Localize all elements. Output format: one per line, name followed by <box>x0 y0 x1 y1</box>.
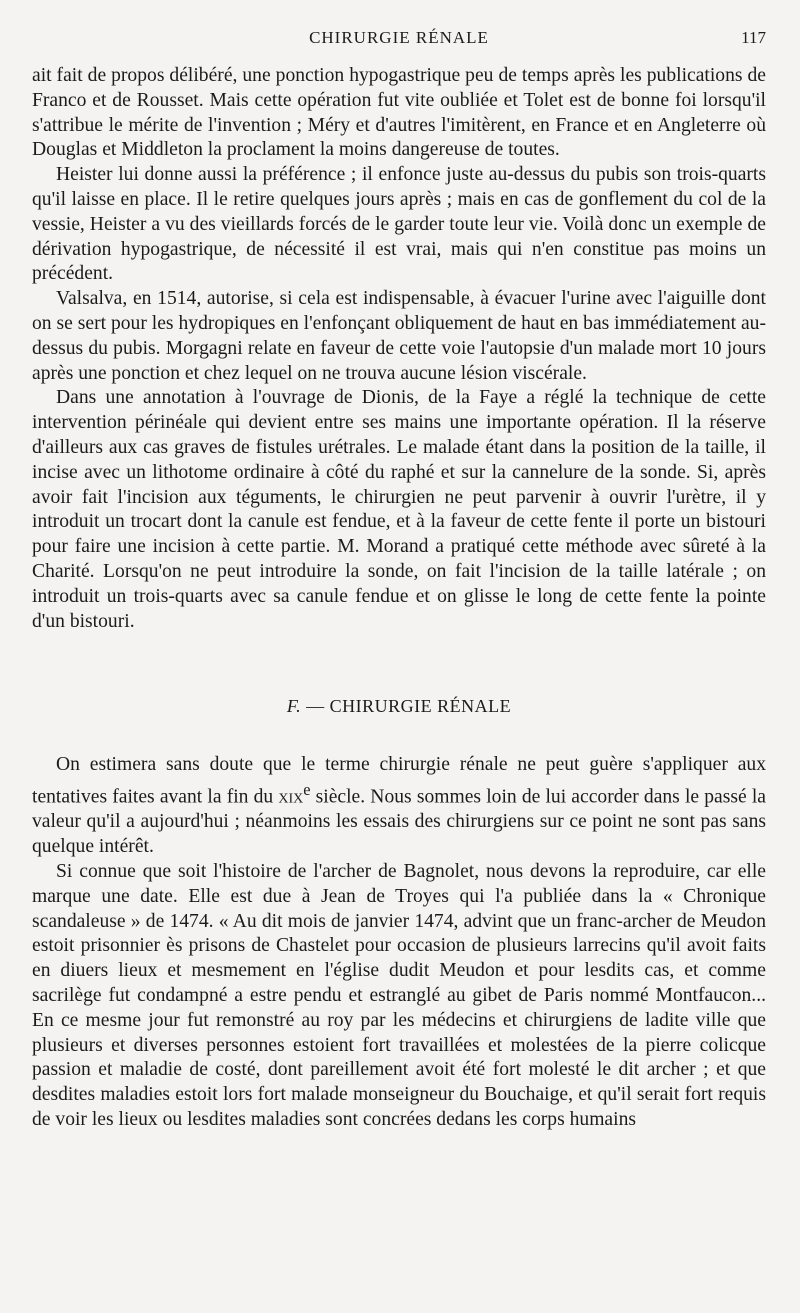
section-title: CHIRURGIE RÉNALE <box>329 696 512 717</box>
paragraph-text: siècle. Nous sommes loin de lui accorder dans le passé la valeur qu'il a aujourd'hui ; néanmoins les essais des chirurgiens sur ce point ne sont pas sans quelque intérêt. <box>32 786 766 858</box>
section-letter: F. <box>286 696 302 717</box>
paragraph-text: On estimera sans doute que le terme chirurgie rénale ne peut guère s'appliquer aux tentatives faites avant la fin du <box>32 754 766 808</box>
paragraph-dionis: Dans une annotation à l'ouvrage de Dionis, de la Faye a réglé la technique de cette intervention périnéale qui devient entre ses mains une importante opération. Il la réserve d'ailleurs aux cas graves de fistules urétrales. Le malade étant dans la position de la taille, il incise avec un lithotome ordinaire à côté du raphé et sur la cannelure de la sonde. Si, après avoir fait l'incision aux téguments, le chirurgien ne peut parvenir à ouvrir l'urètre, il y introduit un trocart dont la canule est fendue, et à la faveur de cette fente il porte un bistouri pour faire une incision à cette partie. M. Morand a pratiqué cette méthode avec sûreté à la Charité. Lorsqu'on ne peut introduire la sonde, on fait l'incision de la taille latérale ; on introduit un trois-quarts avec sa canule fendue et on glisse le long de cette fente la pointe d'un bistouri. <box>32 387 766 632</box>
paragraph-continuation: ait fait de propos délibéré, une ponction hypogastrique peu de temps après les publications de Franco et de Rousset. Mais cette opération fut vite oubliée et Tolet est de bonne foi lorsqu'il s'attribue le mérite de l'invention ; Méry et d'autres l'imitèrent, en France et en Angleterre où Douglas et Middleton la proclament la moins dangereuse de toutes. <box>32 65 766 161</box>
century-numeral: xix <box>278 786 304 808</box>
body-text <box>32 64 766 1133</box>
section-dash: — <box>306 696 325 717</box>
section-heading <box>32 696 766 717</box>
paragraph-archer-bagnolet: Si connue que soit l'histoire de l'archer de Bagnolet, nous devons la reproduire, car elle marque une date. Elle est due à Jean de Troyes qui l'a publiée dans la « Chronique scandaleuse » de 1474. « Au dit mois de janvier 1474, advint que un franc-archer de Meudon estoit prisonnier ès prisons de Chastelet pour occasion de plusieurs larrecins qu'il avoit faits en diuers lieux et mesmement en l'église dudit Meudon et pour lesdits cas, et comme sacrilège fut condampné a estre pendu et estranglé au gibet de Paris nommé Montfaucon... En ce mesme jour fut remonstré au roy par les médecins et chirurgiens de ladite ville que plusieurs et diverses personnes estoient fort travaillées et molestées de la pierre colicque passion et maladie de costé, dont pareillement avoit été fort molesté le dit archer ; et que desdites maladies estoit lors fort malade monseigneur du Bouchaige, et qu'il serait fort requis de voir les lieux ou lesdites maladies sont concrées dedans les corps humains <box>32 861 766 1131</box>
page-number: 117 <box>741 28 766 47</box>
running-title: CHIRURGIE RÉNALE <box>309 28 489 47</box>
running-head <box>32 24 766 64</box>
paragraph-chirurgie-renale <box>32 753 766 860</box>
paragraph-valsalva: Valsalva, en 1514, autorise, si cela est indispensable, à évacuer l'urine avec l'aiguille dont on se sert pour les hydropiques en l'enfonçant obliquement de haut en bas immédiatement au-dessus du pubis. Morgagni relate en faveur de cette voie l'autopsie d'un malade mort 10 jours après une ponction et chez lequel on ne trouva aucune lésion viscérale. <box>32 288 766 384</box>
century-superscript: e <box>303 780 311 800</box>
paragraph-heister: Heister lui donne aussi la préférence ; il enfonce juste au-dessus du pubis son trois-quarts qu'il laisse en place. Il le retire quelques jours après ; mais en cas de gonflement du col de la vessie, Heister a vu des vieillards forcés de le garder toute leur vie. Voilà donc un exemple de dérivation hypogastrique, de nécessité il est vrai, mais qui n'en constitue pas moins un précédent. <box>32 164 766 285</box>
